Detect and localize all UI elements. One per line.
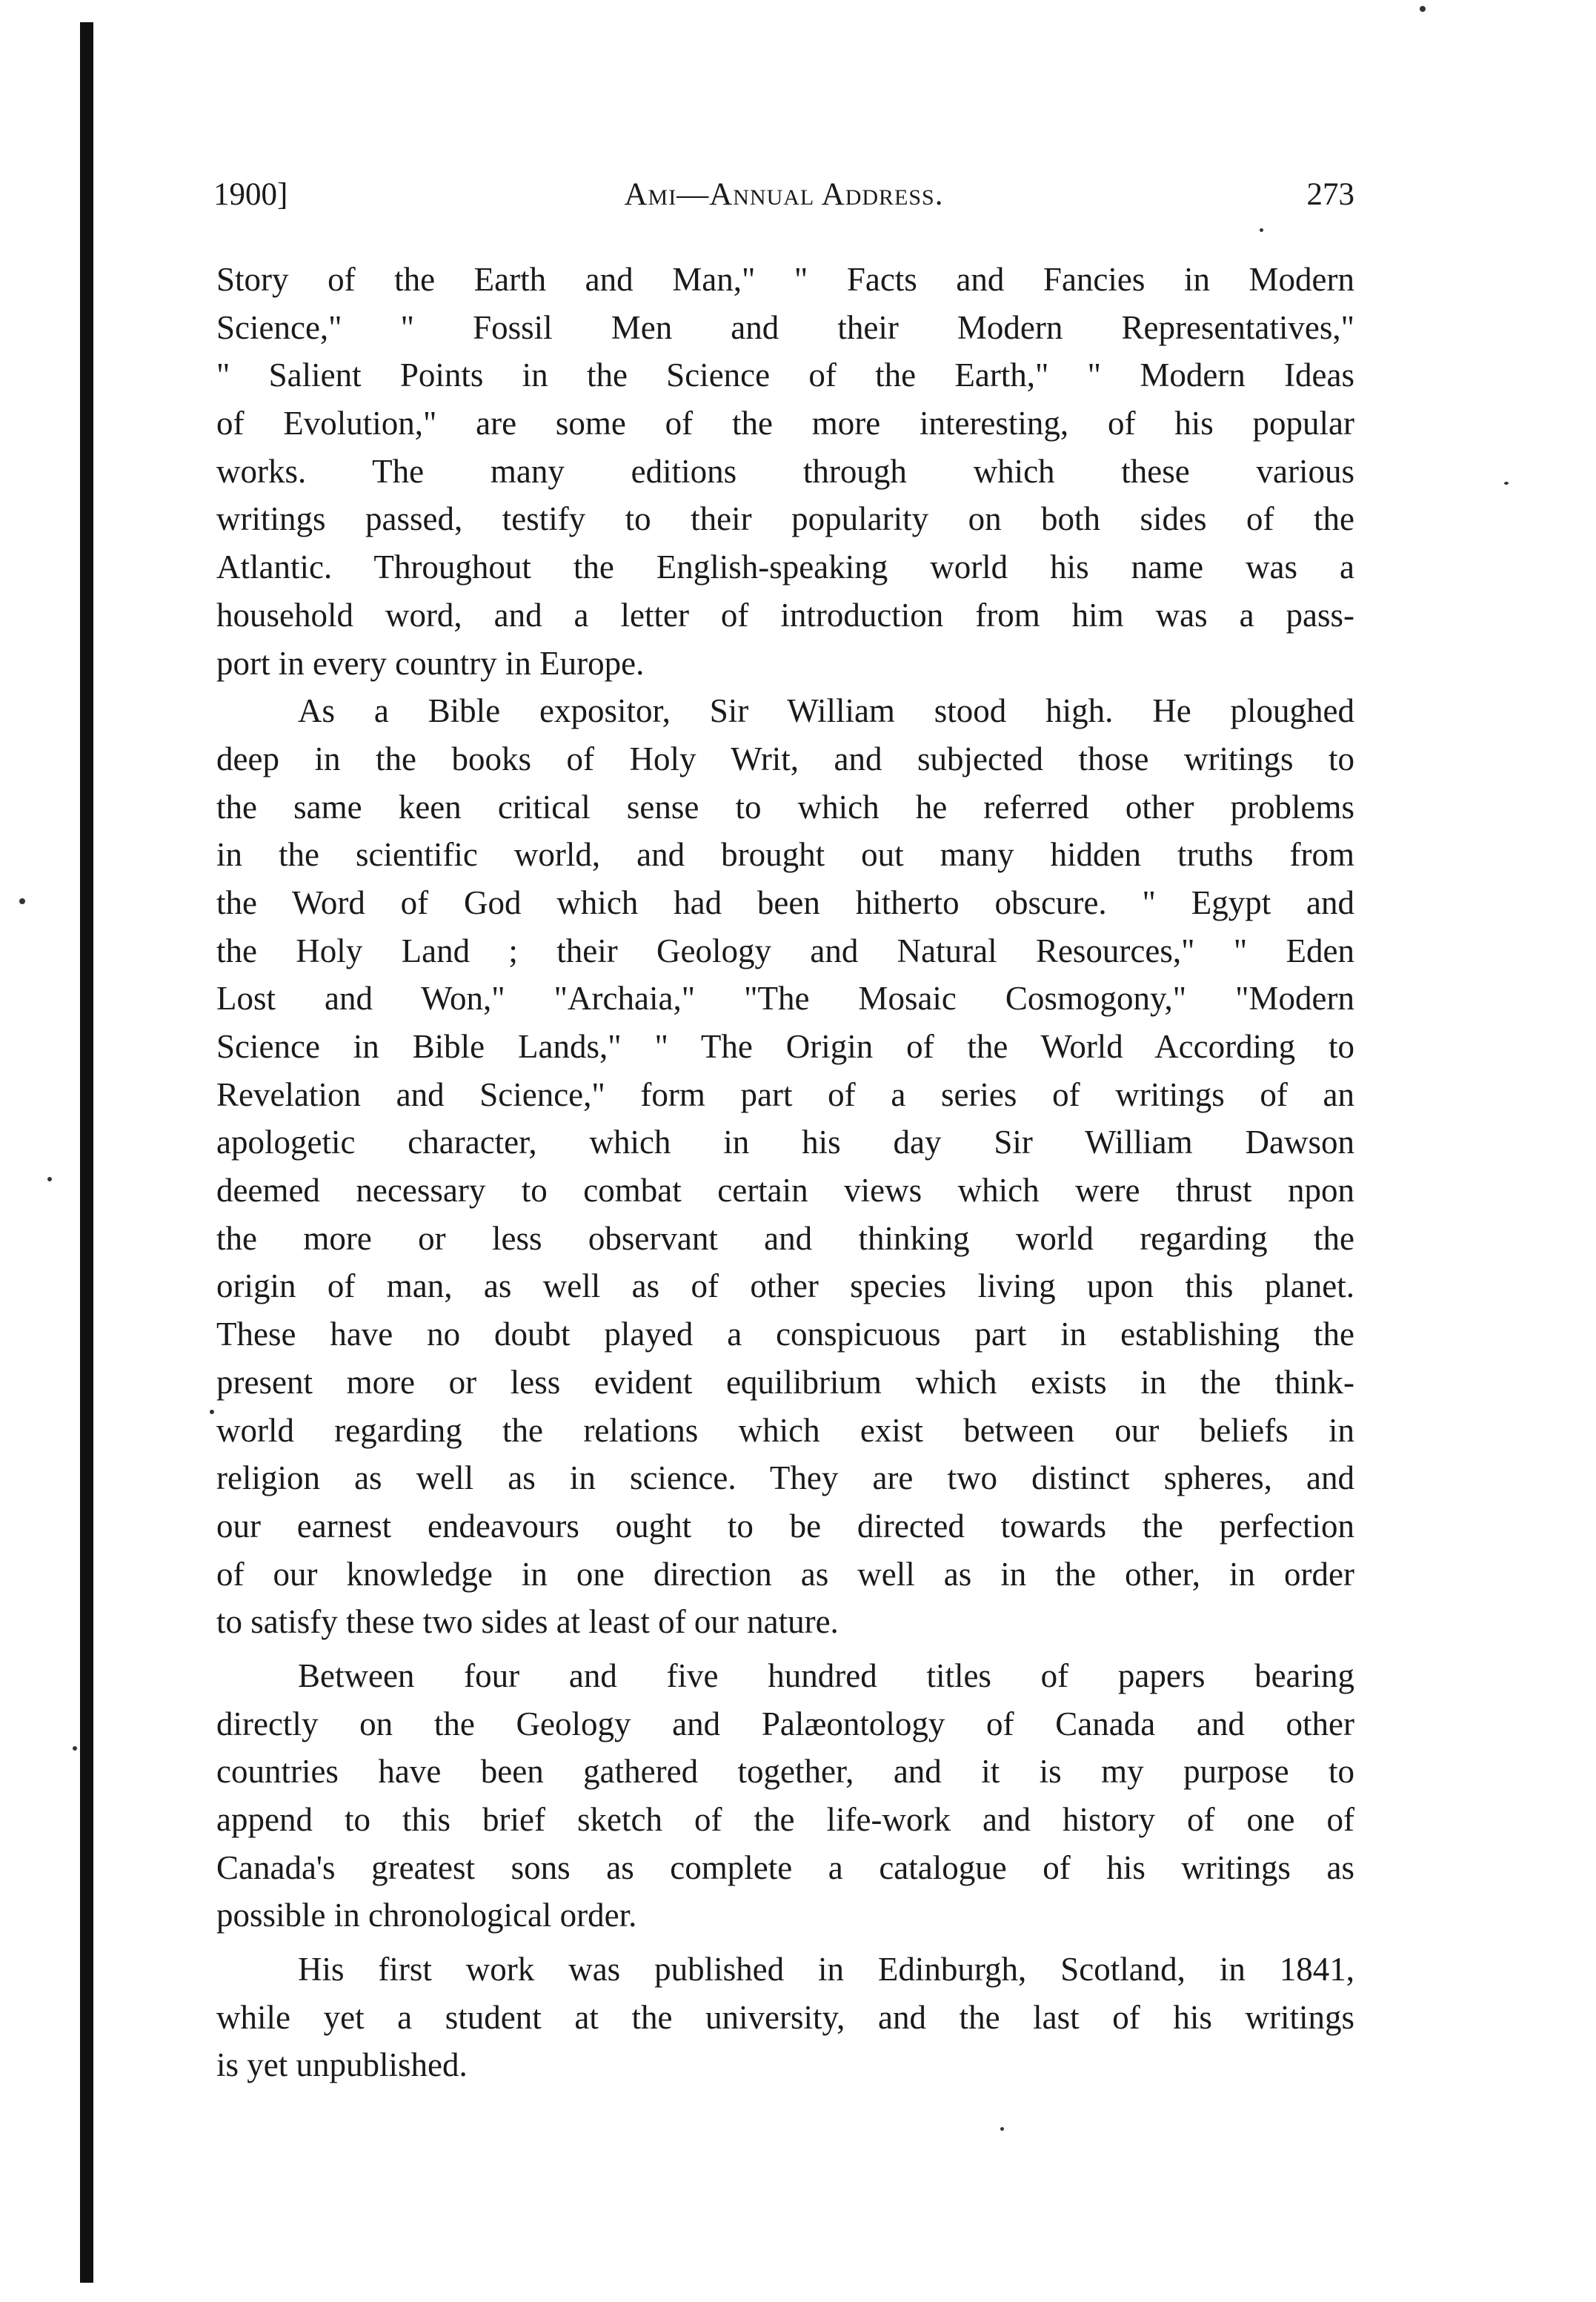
text-line: Story of the Earth and Man," " Facts and Fancies in Modern: [216, 261, 1354, 298]
text-line: the more or less observant and thinking world regarding the: [216, 1219, 1354, 1257]
text-line: possible in chronological order.: [216, 1897, 637, 1934]
text-line: directly on the Geology and Palæontology of Canada and other: [216, 1705, 1354, 1742]
text-line: port in every country in Europe.: [216, 644, 645, 682]
text-line: religion as well as in science. They are two distinct spheres, and: [216, 1459, 1354, 1497]
text-line: the Holy Land ; their Geology and Natural Resources," " Eden: [216, 932, 1354, 969]
text-line: the same keen critical sense to which he referred other problems: [216, 788, 1354, 826]
text-line: As a Bible expositor, Sir William stood high. He ploughed: [298, 692, 1354, 730]
body-text: [216, 256, 1354, 2089]
text-line: Canada's greatest sons as complete a catalogue of his writings as: [216, 1848, 1354, 1886]
paragraph-3: [216, 1652, 1354, 1940]
text-line: Science," " Fossil Men and their Modern Representatives,": [216, 308, 1354, 346]
text-line: Between four and five hundred titles of papers bearing: [298, 1656, 1354, 1694]
text-line: present more or less evident equilibrium which exists in the think-: [216, 1363, 1354, 1401]
text-line: These have no doubt played a conspicuous part in establishing the: [216, 1316, 1354, 1353]
text-line: world regarding the relations which exist between our beliefs in: [216, 1411, 1354, 1449]
text-line: Atlantic. Throughout the English-speaking world his name was a: [216, 548, 1354, 586]
scan-speck: [1420, 6, 1426, 12]
text-line: to satisfy these two sides at least of our nature.: [216, 1603, 839, 1641]
scan-speck: [19, 898, 25, 904]
scan-speck: [1504, 482, 1509, 485]
text-line: His first work was published in Edinburgh, Scotland, in 1841,: [298, 1951, 1354, 1988]
text-line: countries have been gathered together, and it is my purpose to: [216, 1753, 1354, 1791]
text-line: deemed necessary to combat certain views which were thrust npon: [216, 1172, 1354, 1210]
text-line: is yet unpublished.: [216, 2046, 468, 2084]
text-line: household word, and a letter of introduction from him was a pass-: [216, 596, 1354, 634]
text-line: append to this brief sketch of the life-work and history of one of: [216, 1801, 1354, 1838]
text-line: " Salient Points in the Science of the Earth," " Modern Ideas: [216, 356, 1354, 394]
text-line: Revelation and Science," form part of a series of writings of an: [216, 1075, 1354, 1113]
page-binding-edge: [80, 22, 93, 2283]
paragraph-2: [216, 687, 1354, 1646]
text-line: in the scientific world, and brought out many hidden truths from: [216, 836, 1354, 874]
text-line: works. The many editions through which these various: [216, 452, 1354, 490]
paragraph-gap: [216, 1646, 1354, 1652]
scan-speck: [210, 1410, 214, 1414]
scan-speck: [47, 1177, 52, 1181]
page-number: 273: [1306, 177, 1354, 212]
scan-speck: [73, 1746, 77, 1751]
text-line: Science in Bible Lands," " The Origin of the World According to: [216, 1028, 1354, 1065]
text-line: origin of man, as well as of other species living upon this planet.: [216, 1267, 1354, 1305]
paragraph-1: [216, 256, 1354, 687]
text-line: apologetic character, which in his day Sir William Dawson: [216, 1124, 1354, 1161]
text-line: of our knowledge in one direction as well as in the other, in order: [216, 1555, 1354, 1593]
text-line: of Evolution," are some of the more interesting, of his popular: [216, 405, 1354, 442]
paragraph-4: [216, 1946, 1354, 2089]
text-line: our earnest endeavours ought to be directed towards the perfection: [216, 1507, 1354, 1545]
text-line: while yet a student at the university, and the last of his writings: [216, 1998, 1354, 2036]
scan-speck: [1000, 2127, 1004, 2131]
header-year: 1900]: [213, 177, 288, 212]
paragraph-gap: [216, 1940, 1354, 1946]
header-title: Ami—Annual Address.: [624, 177, 944, 212]
running-header: [213, 169, 1354, 221]
text-line: the Word of God which had been hitherto obscure. " Egypt and: [216, 883, 1354, 921]
scan-speck: [1260, 228, 1263, 232]
text-line: writings passed, testify to their popularity on both sides of the: [216, 500, 1354, 538]
text-line: Lost and Won," "Archaia," "The Mosaic Cosmogony," "Modern: [216, 980, 1354, 1018]
text-line: deep in the books of Holy Writ, and subjected those writings to: [216, 740, 1354, 777]
